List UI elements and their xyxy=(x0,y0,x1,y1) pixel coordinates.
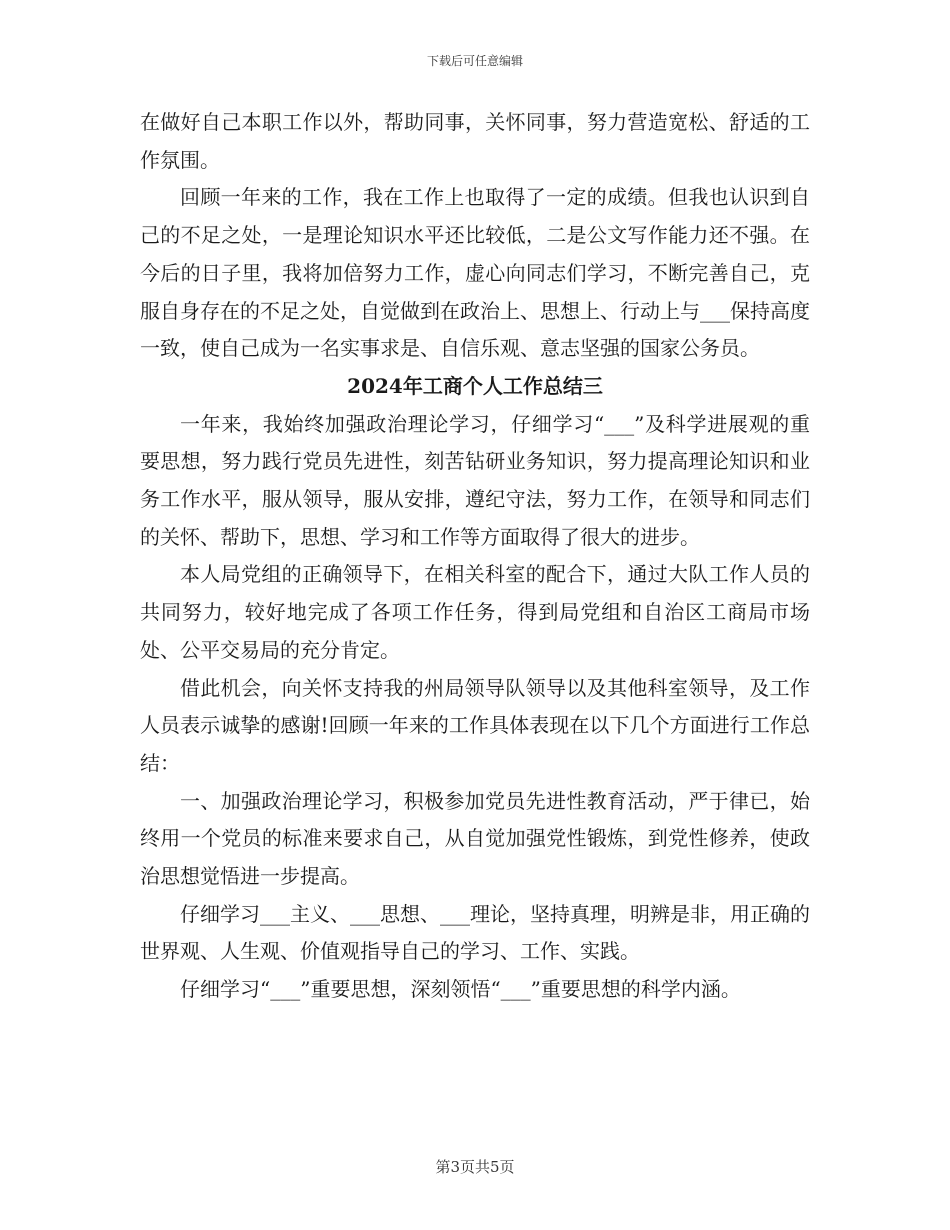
paragraph: 仔细学习___主义、___思想、___理论，坚持真理，明辨是非，用正确的世界观、人生观、价值观指导自己的学习、工作、实践。 xyxy=(140,901,810,964)
page-header-note: 下载后可任意编辑 xyxy=(426,54,523,68)
paragraph: 回顾一年来的工作，我在工作上也取得了一定的成绩。但我也认识到自己的不足之处，一是理论知识水平还比较低，二是公文写作能力还不强。在今后的日子里，我将加倍努力工作，虚心向同志们学习，不断完善自己，克服自身存在的不足之处，自觉做到在政治上、思想上、行动上与___保持高度一致，使自己成为一名实事求是、自信乐观、意志坚强的国家公务员。 xyxy=(140,185,810,361)
document-body xyxy=(140,104,810,1009)
paragraph: 一、加强政治理论学习，积极参加党员先进性教育活动，严于律已，始终用一个党员的标准来要求自己，从自觉加强党性锻炼，到党性修养，使政治思想觉悟进一步提高。 xyxy=(140,788,810,889)
paragraph: 一年来，我始终加强政治理论学习，仔细学习“___”及科学进展观的重要思想，努力践行党员先进性，刻苦钻研业务知识，努力提高理论知识和业务工作水平，服从领导，服从安排，遵纪守法，努力工作，在领导和同志们的关怀、帮助下，思想、学习和工作等方面取得了很大的进步。 xyxy=(140,411,810,549)
paragraph: 仔细学习“___”重要思想，深刻领悟“___”重要思想的科学内涵。 xyxy=(180,977,741,1002)
page-number: 第3页共5页 xyxy=(435,1158,515,1176)
section-title: 2024年工商个人工作总结三 xyxy=(347,373,603,398)
paragraph: 在做好自己本职工作以外，帮助同事，关怀同事，努力营造宽松、舒适的工作氛围。 xyxy=(140,110,810,172)
paragraph: 本人局党组的正确领导下，在相关科室的配合下，通过大队工作人员的共同努力，较好地完成了各项工作任务，得到局党组和自治区工商局市场处、公平交易局的充分肯定。 xyxy=(140,562,810,662)
paragraph: 借此机会，向关怀支持我的州局领导队领导以及其他科室领导，及工作人员表示诚挚的感谢!回顾一年来的工作具体表现在以下几个方面进行工作总结： xyxy=(140,675,810,775)
